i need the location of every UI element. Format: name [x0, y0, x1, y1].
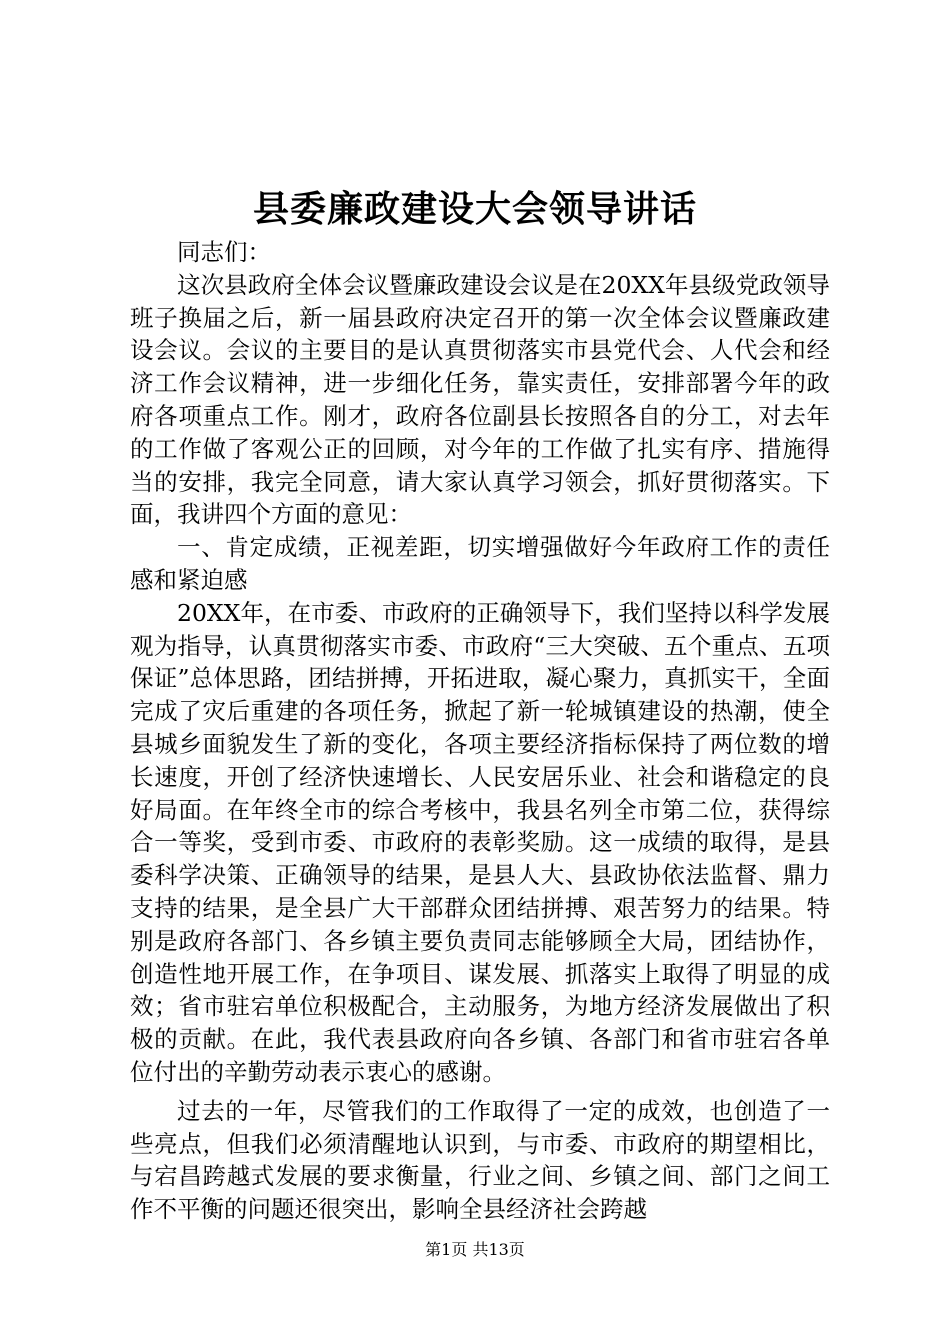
paragraph-achievements: 20XX年，在市委、市政府的正确领导下，我们坚持以科学发展观为指导，认真贯彻落实市委、市政府“三大突破、五个重点、五项保证”总体思路，团结拼搏，开拓进取，凝心聚力，真抓实干，全面完成了灾后重建的各项任务，掀起了新一轮城镇建设的热潮，使全县城乡面貌发生了新的变化，各项主要经济指标保持了两位数的增长速度，开创了经济快速增长、人民安居乐业、社会和谐稳定的良好局面。在年终全市的综合考核中，我县名列全市第二位，获得综合一等奖，受到市委、市政府的表彰奖励。这一成绩的取得，是县委科学决策、正确领导的结果，是县人大、县政协依法监督、鼎力支持的结果，是全县广大干部群众团结拼搏、艰苦努力的结果。特别是政府各部门、各乡镇主要负责同志能够顾全大局，团结协作，创造性地开展工作，在争项目、谋发展、抓落实上取得了明显的成效；省市驻宕单位积极配合，主动服务，为地方经济发展做出了积极的贡献。在此，我代表县政府向各乡镇、各部门和省市驻宕各单位付出的辛勤劳动表示衷心的感谢。 — [130, 598, 830, 1086]
document-body — [130, 236, 830, 1226]
section-heading: 一、肯定成绩，正视差距，切实增强做好今年政府工作的责任感和紧迫感 — [130, 533, 830, 594]
document-title: 县委廉政建设大会领导讲话 — [252, 188, 697, 230]
salutation: 同志们： — [177, 238, 271, 266]
paragraph-intro: 这次县政府全体会议暨廉政建设会议是在20XX年县级党政领导班子换届之后，新一届县政府决定召开的第一次全体会议暨廉政建设会议。会议的主要目的是认真贯彻落实市县党代会、人代会和经济工作会议精神，进一步细化任务，靠实责任，安排部署今年的政府各项重点工作。刚才，政府各位副县长按照各自的分工，对去年的工作做了客观公正的回顾，对今年的工作做了扎实有序、措施得当的安排，我完全同意，请大家认真学习领会，抓好贯彻落实。下面，我讲四个方面的意见： — [130, 270, 830, 529]
page-footer: 第1页 共13页 — [425, 1240, 525, 1259]
paragraph-gaps: 过去的一年，尽管我们的工作取得了一定的成效，也创造了一些亮点，但我们必须清醒地认识到，与市委、市政府的期望相比，与宕昌跨越式发展的要求衡量，行业之间、乡镇之间、部门之间工作不平衡的问题还很突出，影响全县经济社会跨越 — [130, 1096, 830, 1224]
